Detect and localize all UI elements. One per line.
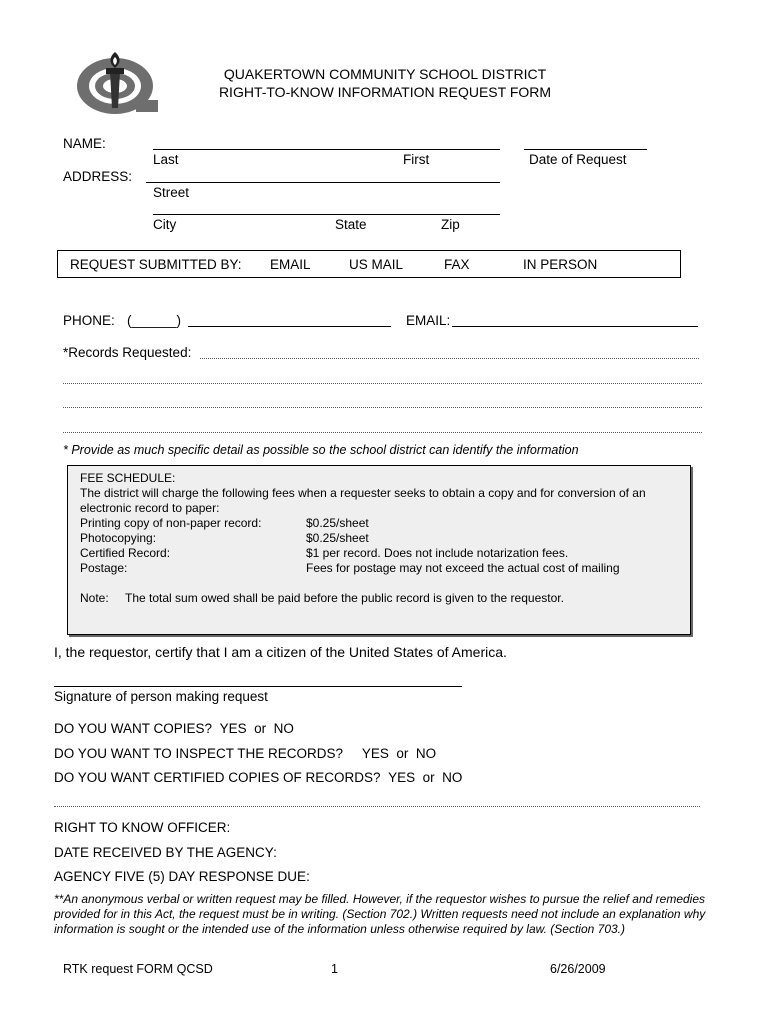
form-title: RIGHT-TO-KNOW INFORMATION REQUEST FORM bbox=[218, 84, 552, 100]
footer-date: 6/26/2009 bbox=[550, 962, 606, 976]
or-text: or bbox=[396, 746, 409, 761]
street-field[interactable] bbox=[146, 182, 500, 183]
city-state-zip-field[interactable] bbox=[153, 214, 500, 215]
fee-item-value: $0.25/sheet bbox=[306, 516, 369, 530]
yes-option[interactable]: YES bbox=[361, 746, 389, 761]
option-email[interactable]: EMAIL bbox=[270, 257, 311, 272]
fee-heading: FEE SCHEDULE: bbox=[80, 471, 176, 485]
fee-item-value: Fees for postage may not exceed the actual cost of mailing bbox=[306, 561, 620, 575]
question-text: DO YOU WANT CERTIFIED COPIES OF RECORDS? bbox=[54, 770, 381, 785]
footer-form-id: RTK request FORM QCSD bbox=[63, 962, 213, 976]
phone-area-code[interactable]: (______) bbox=[127, 313, 182, 328]
fee-item-value: $1 per record. Does not include notarization fees. bbox=[306, 546, 569, 560]
zip-label: Zip bbox=[441, 217, 460, 232]
question-inspect bbox=[54, 746, 436, 761]
records-line-1[interactable] bbox=[200, 358, 699, 359]
records-requested-label: *Records Requested: bbox=[63, 345, 192, 360]
fee-item-label: Postage: bbox=[80, 561, 128, 575]
question-copies bbox=[54, 721, 294, 736]
date-of-request-label: Date of Request bbox=[529, 152, 627, 167]
option-in-person[interactable]: IN PERSON bbox=[523, 257, 598, 272]
yes-option[interactable]: YES bbox=[388, 770, 416, 785]
option-fax[interactable]: FAX bbox=[444, 257, 470, 272]
phone-field[interactable] bbox=[188, 326, 391, 327]
records-line-3[interactable] bbox=[63, 407, 702, 408]
street-label: Street bbox=[153, 185, 190, 200]
signature-field[interactable] bbox=[54, 686, 462, 687]
or-text: or bbox=[422, 770, 435, 785]
anonymous-request-footnote: **An anonymous verbal or written request may be filled. However, if the requestor wishes to pursue the relief and remedies provided for in this Act, the request must be in writing. (Section 702.) Written requests need not include an explanation why information is sought or the intended use of the information unless otherwise required by law. (Section 703.) bbox=[54, 892, 706, 936]
option-us-mail[interactable]: US MAIL bbox=[349, 257, 404, 272]
state-label: State bbox=[335, 217, 367, 232]
yes-option[interactable]: YES bbox=[219, 721, 247, 736]
date-received-label: DATE RECEIVED BY THE AGENCY: bbox=[54, 845, 277, 860]
footer-page-number: 1 bbox=[331, 962, 338, 976]
signature-label: Signature of person making request bbox=[54, 689, 268, 704]
phone-label: PHONE: bbox=[63, 313, 115, 328]
email-field[interactable] bbox=[452, 326, 698, 327]
first-label: First bbox=[403, 152, 430, 167]
section-divider bbox=[54, 806, 700, 807]
records-line-2[interactable] bbox=[63, 383, 702, 384]
fee-item-label: Photocopying: bbox=[80, 531, 157, 545]
question-certified bbox=[54, 770, 462, 785]
question-text: DO YOU WANT COPIES? bbox=[54, 721, 213, 736]
email-label: EMAIL: bbox=[406, 313, 451, 328]
name-label: NAME: bbox=[63, 136, 106, 151]
fee-note-text: The total sum owed shall be paid before the public record is given to the requestor. bbox=[125, 591, 564, 605]
city-label: City bbox=[153, 217, 177, 232]
address-label: ADDRESS: bbox=[63, 169, 133, 184]
or-text: or bbox=[254, 721, 267, 736]
fee-intro-1: The district will charge the following fees when a requester seeks to obtain a copy and for conversion of an bbox=[80, 486, 646, 500]
no-option[interactable]: NO bbox=[442, 770, 463, 785]
question-text: DO YOU WANT TO INSPECT THE RECORDS? bbox=[54, 746, 344, 761]
fee-note-label: Note: bbox=[80, 591, 109, 605]
district-name: QUAKERTOWN COMMUNITY SCHOOL DISTRICT bbox=[223, 66, 547, 82]
records-hint: * Provide as much specific detail as possible so the school district can identify the information bbox=[63, 443, 579, 457]
records-line-4[interactable] bbox=[63, 432, 702, 433]
fee-item-label: Printing copy of non-paper record: bbox=[80, 516, 262, 530]
name-field[interactable] bbox=[153, 149, 500, 150]
fee-item-label: Certified Record: bbox=[80, 546, 171, 560]
submitted-by-label: REQUEST SUBMITTED BY: bbox=[70, 257, 242, 272]
rtk-officer-label: RIGHT TO KNOW OFFICER: bbox=[54, 820, 231, 835]
no-option[interactable]: NO bbox=[415, 746, 437, 761]
citizen-certification: I, the requestor, certify that I am a citizen of the United States of America. bbox=[54, 644, 507, 660]
fee-item-value: $0.25/sheet bbox=[306, 531, 369, 545]
last-label: Last bbox=[153, 152, 179, 167]
fee-intro-2: electronic record to paper: bbox=[80, 501, 220, 515]
fee-schedule-box bbox=[67, 465, 691, 635]
response-due-label: AGENCY FIVE (5) DAY RESPONSE DUE: bbox=[54, 869, 310, 884]
date-of-request-field[interactable] bbox=[524, 149, 647, 150]
no-option[interactable]: NO bbox=[273, 721, 294, 736]
